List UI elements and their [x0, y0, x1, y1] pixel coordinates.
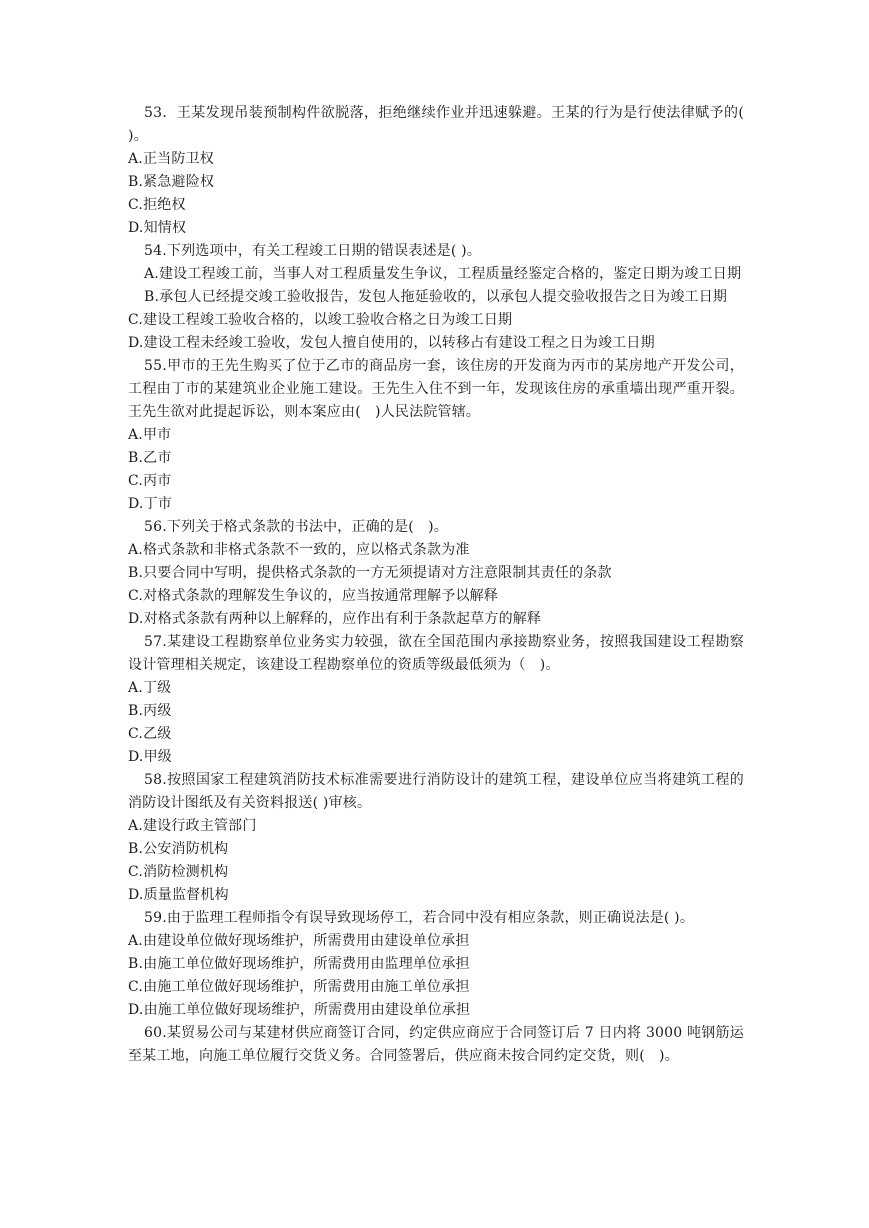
option-a: A.丁级	[128, 680, 172, 696]
option-b: B.只要合同中写明，提供格式条款的一方无须提请对方注意限制其责任的条款	[128, 565, 612, 581]
option-a: A.甲市	[128, 427, 172, 443]
option-c: C.丙市	[128, 473, 172, 489]
question-59	[128, 907, 744, 1022]
option-d: D.甲级	[128, 749, 172, 765]
option-b: B.承包人已经提交竣工验收报告，发包人拖延验收的，以承包人提交验收报告之日为竣工日期	[144, 289, 728, 305]
option-c: C.乙级	[128, 726, 172, 742]
option-a: A.建设工程竣工前，当事人对工程质量发生争议，工程质量经鉴定合格的，鉴定日期为竣工日期	[144, 266, 742, 282]
question-stem: 59.由于监理工程师指令有误导致现场停工，若合同中没有相应条款，则正确说法是( )。	[144, 910, 695, 926]
question-54	[128, 240, 744, 355]
option-c: C.对格式条款的理解发生争议的，应当按通常理解予以解释	[128, 588, 499, 604]
option-b: B.乙市	[128, 450, 172, 466]
option-a: A.由建设单位做好现场维护，所需费用由建设单位承担	[128, 933, 470, 949]
question-53	[128, 102, 744, 240]
option-c: C.拒绝权	[128, 197, 186, 213]
option-d: D.建设工程未经竣工验收，发包人擅自使用的，以转移占有建设工程之日为竣工日期	[128, 335, 655, 351]
option-c: C.由施工单位做好现场维护，所需费用由施工单位承担	[128, 979, 470, 995]
option-d: D.丁市	[128, 496, 172, 512]
question-stem: 57.某建设工程勘察单位业务实力较强，欲在全国范围内承接勘察业务，按照我国建设工程勘察设计管理相关规定，该建设工程勘察单位的资质等级最低须为（ )。	[128, 634, 744, 673]
option-c: C.建设工程竣工验收合格的，以竣工验收合格之日为竣工日期	[128, 312, 513, 328]
question-stem: 56.下列关于格式条款的书法中，正确的是( )。	[144, 519, 448, 535]
question-58	[128, 769, 744, 907]
question-56	[128, 516, 744, 631]
option-d: D.对格式条款有两种以上解释的，应作出有利于条款起草方的解释	[128, 611, 542, 627]
option-a: A.格式条款和非格式条款不一致的，应以格式条款为准	[128, 542, 470, 558]
question-stem: 60.某贸易公司与某建材供应商签订合同，约定供应商应于合同签订后 7 日内将 3000 吨钢筋运至某工地，向施工单位履行交货义务。合同签署后，供应商未按合同约定交货，则( )。	[128, 1025, 744, 1064]
question-57	[128, 631, 744, 769]
question-60	[128, 1022, 744, 1068]
option-c: C.消防检测机构	[128, 864, 229, 880]
option-b: B.丙级	[128, 703, 172, 719]
question-stem: 58.按照国家工程建筑消防技术标准需要进行消防设计的建筑工程，建设单位应当将建筑工程的消防设计图纸及有关资料报送( )审核。	[128, 772, 744, 811]
option-d: D.质量监督机构	[128, 887, 229, 903]
question-stem: 53．王某发现吊装预制构件欲脱落，拒绝继续作业并迅速躲避。王某的行为是行使法律赋予的( )。	[128, 105, 744, 144]
option-b: B.公安消防机构	[128, 841, 229, 857]
option-b: B.紧急避险权	[128, 174, 215, 190]
option-a: A.正当防卫权	[128, 151, 214, 167]
question-list	[128, 102, 744, 1068]
question-stem: 54.下列选项中，有关工程竣工日期的错误表述是( )。	[144, 243, 482, 259]
question-55	[128, 355, 744, 516]
question-stem: 55.甲市的王先生购买了位于乙市的商品房一套，该住房的开发商为丙市的某房地产开发公司，工程由丁市的某建筑业企业施工建设。王先生入住不到一年，发现该住房的承重墙出现严重开裂。王先生欲对此提起诉讼，则本案应由( )人民法院管辖。	[128, 358, 744, 420]
option-d: D.由施工单位做好现场维护，所需费用由建设单位承担	[128, 1002, 471, 1018]
option-b: B.由施工单位做好现场维护，所需费用由监理单位承担	[128, 956, 470, 972]
option-d: D.知情权	[128, 220, 187, 236]
option-a: A.建设行政主管部门	[128, 818, 257, 834]
